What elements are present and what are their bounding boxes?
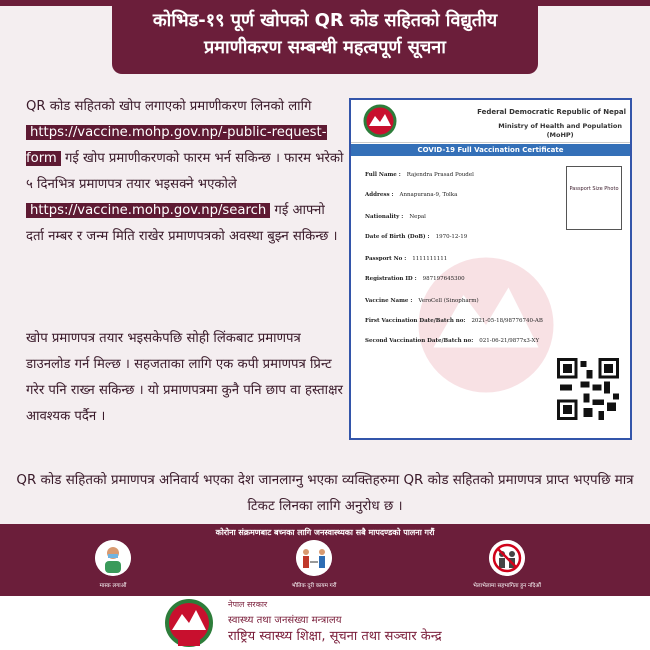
distance-icon bbox=[296, 540, 332, 576]
nepal-emblem-icon bbox=[363, 104, 397, 138]
instruction-paragraph-1 bbox=[26, 94, 346, 250]
precaution-strip bbox=[0, 524, 650, 596]
certificate-field bbox=[365, 234, 467, 240]
certificate-ministry: Ministry of Health and Population (MoHP) bbox=[498, 122, 622, 139]
field-value: 1970-12-19 bbox=[435, 234, 468, 240]
field-value: Nepal bbox=[409, 214, 426, 220]
field-label: Address : bbox=[365, 192, 394, 198]
tip-no-gathering bbox=[452, 540, 562, 589]
sample-certificate-image bbox=[349, 98, 632, 440]
title-line-1: कोभिड-१९ पूर्ण खोपको QR कोड सहितको विद्युतीय bbox=[152, 10, 498, 31]
precaution-title: कोरोना संक्रमणबाट बच्नका लागि जनस्वास्थ्यका सबै मापदण्डको पालना गरौं bbox=[215, 528, 435, 537]
field-label: Vaccine Name : bbox=[365, 298, 413, 304]
certificate-field bbox=[365, 276, 465, 282]
paragraph-text: गई आफ्नो दर्ता नम्बर र जन्म मिति राखेर प्रमाणपत्रको अवस्था बुझ्न सकिन्छ । bbox=[26, 203, 338, 244]
certificate-field bbox=[365, 256, 447, 262]
tip-label: भेलाभेलामा सहभागिता हुन नदिऔं bbox=[472, 583, 541, 589]
field-label: Passport No : bbox=[365, 256, 407, 262]
field-label: Full Name : bbox=[365, 172, 401, 178]
paragraph-text: QR कोड सहितको खोप लगाएको प्रमाणीकरण लिनको लागि bbox=[26, 99, 312, 114]
certificate-header bbox=[351, 100, 630, 143]
request-form-link[interactable]: https://vaccine.mohp.gov.np/-public-request-form bbox=[26, 125, 327, 166]
tip-mask bbox=[58, 540, 168, 589]
title-banner bbox=[112, 0, 538, 74]
travel-notice: QR कोड सहितको प्रमाणपत्र अनिवार्य भएका देश जानलाग्नु भएका व्यक्तिहरुमा QR कोड सहितको प्रमाणपत्र प्राप्त भएपछि मात्र टिकट लिनका लागि अनुरोध छ । bbox=[16, 473, 634, 514]
certificate-country: Federal Democratic Republic of Nepal bbox=[477, 108, 626, 116]
org-line-3: राष्ट्रिय स्वास्थ्य शिक्षा, सूचना तथा सञ्चार केन्द्र bbox=[228, 629, 442, 644]
field-label: Nationality : bbox=[365, 214, 404, 220]
certificate-field bbox=[365, 214, 426, 220]
field-value: 2021-05-18/98776740-AB bbox=[471, 318, 543, 324]
field-value: Annapurana-9, Tolka bbox=[399, 192, 458, 198]
qr-code-icon bbox=[557, 358, 619, 420]
photo-placeholder: Passport Size Photo bbox=[566, 166, 622, 230]
field-label: Second Vaccination Date/Batch no: bbox=[365, 338, 474, 344]
field-value: VeroCell (Sinopharm) bbox=[418, 298, 479, 304]
tip-distance bbox=[259, 540, 369, 589]
field-value: 1111111111 bbox=[412, 256, 448, 262]
certificate-field bbox=[365, 192, 457, 198]
instruction-paragraph-2: खोप प्रमाणपत्र तयार भइसकेपछि सोही लिंकबाट प्रमाणपत्र डाउनलोड गर्न मिल्छ । सहजताका लागि एक कपी प्रमाणपत्र प्रिन्ट गरेर पनि राख्न सकिन्छ । यो प्रमाणपत्रमा कुनै पनि छाप वा हस्ताक्षर आवश्यक पर्दैन । bbox=[26, 331, 343, 424]
certificate-field bbox=[365, 338, 539, 344]
field-label: Registration ID : bbox=[365, 276, 417, 282]
field-value: Rajendra Prasad Poudel bbox=[406, 172, 474, 178]
field-label: First Vaccination Date/Batch no: bbox=[365, 318, 466, 324]
field-value: 021-06-21/9877x3-XY bbox=[479, 338, 540, 344]
mask-person-icon bbox=[95, 540, 131, 576]
field-label: Date of Birth (DoB) : bbox=[365, 234, 430, 240]
certificate-field bbox=[365, 172, 474, 178]
title-line-2: प्रमाणीकरण सम्बन्धी महत्वपूर्ण सूचना bbox=[204, 37, 446, 58]
search-link[interactable]: https://vaccine.mohp.gov.np/search bbox=[26, 203, 270, 218]
tip-label: मास्क लगाऔं bbox=[99, 583, 127, 589]
certificate-field bbox=[365, 298, 479, 304]
tip-label: भौतिक दूरी कायम गरौं bbox=[291, 583, 337, 589]
org-line-1: नेपाल सरकार bbox=[228, 600, 268, 609]
certificate-field bbox=[365, 318, 543, 324]
government-emblem-icon bbox=[158, 596, 220, 648]
org-line-2: स्वास्थ्य तथा जनसंख्या मन्त्रालय bbox=[228, 615, 342, 626]
certificate-title: COVID-19 Full Vaccination Certificate bbox=[351, 144, 630, 156]
paragraph-text: गई खोप प्रमाणीकरणको फारम भर्न सकिन्छ । फारम भरेको ५ दिनभित्र प्रमाणपत्र तयार भइसक्ने भएकोले bbox=[26, 151, 344, 192]
emblem-watermark-icon bbox=[411, 250, 561, 400]
footer-organization bbox=[0, 596, 650, 650]
field-value: 987197645300 bbox=[422, 276, 465, 282]
no-gathering-icon bbox=[489, 540, 525, 576]
